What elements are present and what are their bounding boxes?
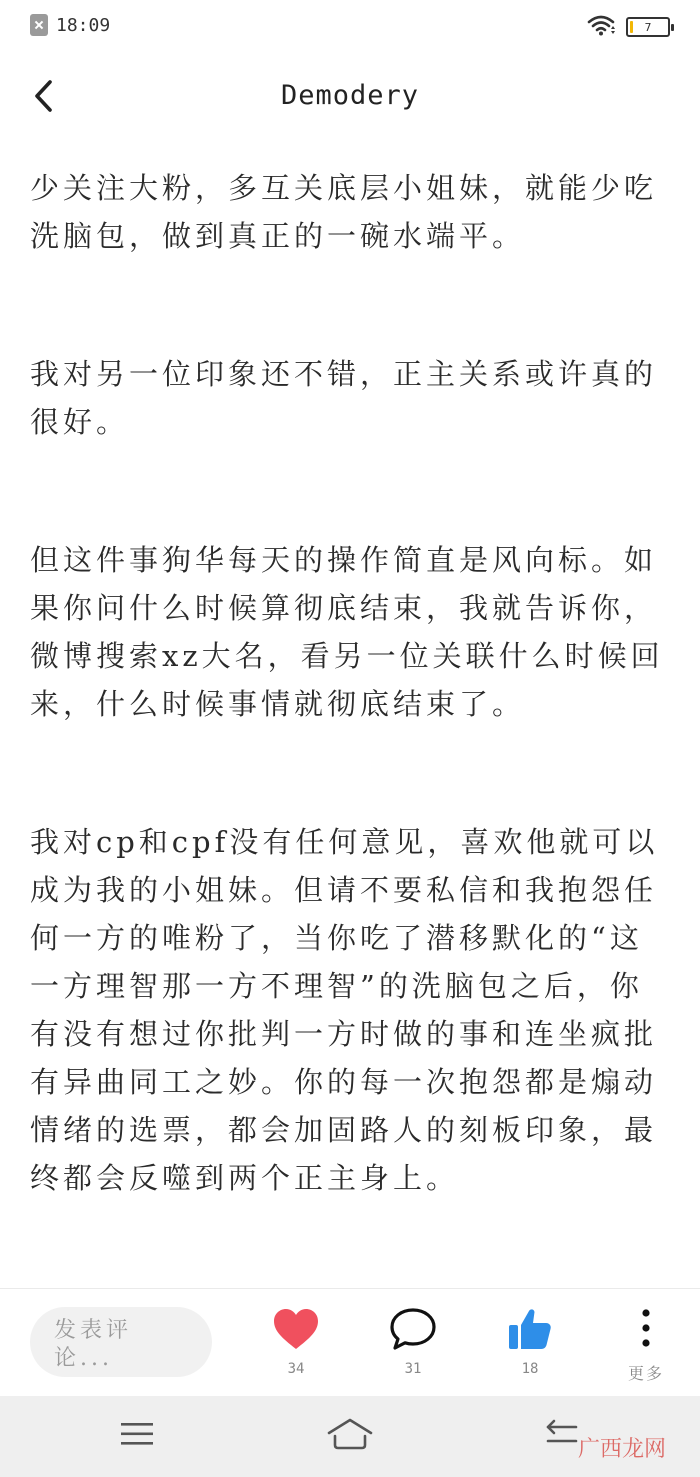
heart-icon xyxy=(272,1307,320,1355)
home-button[interactable] xyxy=(320,1412,380,1460)
navigation-bar xyxy=(0,1396,700,1477)
speech-bubble-icon xyxy=(388,1307,438,1355)
comment-button[interactable] xyxy=(378,1307,448,1377)
article-paragraph: 但这件事狗华每天的操作简直是风向标。如果你问什么时候算彻底结束，我就告诉你，微博搜索xz大名，看另一位关联什么时候回来，什么时候事情就彻底结束了。 xyxy=(30,543,664,721)
comment-input[interactable]: 发表评论... xyxy=(30,1307,212,1377)
thumbs-up-icon xyxy=(507,1307,553,1355)
more-vertical-icon xyxy=(640,1307,652,1353)
article-paragraph: 我对另一位印象还不错，正主关系或许真的很好。 xyxy=(30,357,658,439)
more-button[interactable] xyxy=(611,1307,681,1384)
battery-icon xyxy=(626,17,670,37)
status-time: 18:09 xyxy=(56,14,111,36)
thumbs-up-button[interactable] xyxy=(495,1307,565,1377)
menu-icon xyxy=(120,1421,154,1451)
thumbs-up-count: 18 xyxy=(521,1361,539,1377)
back-icon xyxy=(542,1419,582,1453)
watermark-logo: 广西龙网 xyxy=(577,1437,666,1462)
action-bar xyxy=(0,1288,700,1396)
more-label: 更多 xyxy=(627,1364,664,1383)
status-left xyxy=(30,14,110,36)
header xyxy=(0,60,700,136)
like-button[interactable] xyxy=(261,1307,331,1377)
article-body xyxy=(30,164,672,1292)
menu-button[interactable] xyxy=(107,1412,167,1460)
wifi-icon xyxy=(586,14,616,40)
battery-level: 7 xyxy=(644,20,652,34)
close-icon xyxy=(30,14,48,36)
status-bar xyxy=(0,0,700,54)
article-paragraph: 少关注大粉，多互关底层小姐妹，就能少吃洗脑包，做到真正的一碗水端平。 xyxy=(30,171,658,253)
home-icon xyxy=(326,1417,374,1455)
comment-count: 31 xyxy=(404,1361,422,1377)
battery-level-fill xyxy=(630,21,633,33)
article-paragraph: 我对cp和cpf没有任何意见，喜欢他就可以成为我的小姐妹。但请不要私信和我抱怨任何一方的唯粉了，当你吃了潜移默化的“这一方理智那一方不理智”的洗脑包之后，你有没有想过你批判一方时做的事和连坐疯批有异曲同工之妙。你的每一次抱怨都是煽动情绪的选票，都会加固路人的刻板印象，最终都会反噬到两个正主身上。 xyxy=(30,825,659,1195)
like-count: 34 xyxy=(287,1361,305,1377)
page-title: Demodery xyxy=(280,80,420,111)
status-right xyxy=(586,14,670,40)
